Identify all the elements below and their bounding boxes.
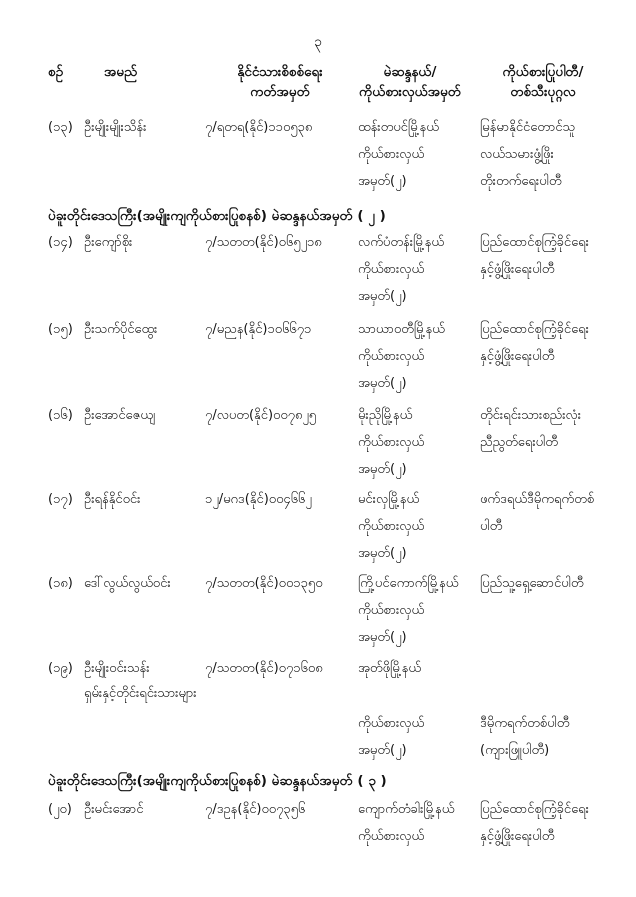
row-constituency [358, 486, 424, 567]
row-party-line: ဒီမိုကရက်တစ်ပါတီ [480, 716, 570, 731]
row-name: ဦးသက်ပိုင်ထွေး [84, 322, 158, 337]
row-nrc: ၇/ရတရ(နိုင်)၁၁၀၅၃၈ [205, 120, 313, 135]
row-sno: (၁၆) [48, 408, 73, 423]
row-nrc: ၇/ဒဥန(နိုင်)၀၀၇၃၅၆ [205, 802, 306, 817]
row-constituency-line: ထန်းတပင်မြို့နယ် [358, 120, 439, 135]
row-name: ဦးရန်နိုင်ဝင်း [84, 492, 141, 507]
header-party [478, 62, 608, 102]
row-party-line: မြန်မာနိုင်ငံတောင်သူ [480, 120, 576, 135]
row-sno: (၁၈) [48, 576, 73, 591]
section-heading: ပဲခူးတိုင်းဒေသကြီး(အမျိုးကျကိုယ်စားပြုစနစ်) မဲဆန္ဒနယ်အမှတ် ( ၂ ) [48, 208, 386, 224]
row-constituency: အုတ်ဖိုမြို့နယ် [358, 661, 421, 676]
row-sno: (၁၉) [48, 661, 73, 676]
row-party-line: (ကျားဖြူပါတီ) [480, 743, 550, 758]
row-party [480, 570, 584, 597]
row-constituency-line: အမှတ်(၂) [358, 289, 407, 304]
row-constituency-line: ကိုယ်စားလှယ် [358, 262, 425, 277]
row-party [480, 402, 581, 456]
row-constituency-line: ကိုယ်စားလှယ် [358, 829, 425, 844]
row-constituency-line: ကြို့ပင်ကောက်မြို့နယ် [358, 576, 459, 591]
row-constituency [358, 402, 424, 483]
row-constituency [358, 114, 439, 195]
row-constituency-line: မိုးညိုမြို့နယ် [358, 408, 413, 423]
row-party-line: နှင့်ဖွံ့ဖြိုးရေးပါတီ [480, 829, 555, 844]
header-nrc-line2: ကတ်အမှတ် [250, 84, 310, 100]
header-constituency-line2: ကိုယ်စားလှယ်အမှတ် [359, 84, 461, 100]
row-party [480, 316, 589, 370]
row-sno: (၁၇) [48, 492, 73, 507]
row-name: ဦးမျိုးဝင်းသန်း [84, 661, 150, 676]
header-nrc-line1: နိုင်ငံသားစိစစ်ရေး [237, 64, 323, 80]
header-nrc [210, 62, 350, 102]
row-constituency-line: ကိုယ်စားလှယ် [358, 519, 425, 534]
row-constituency-line: အမှတ်(၂) [358, 376, 407, 391]
row-constituency-line: အမှတ်(၂) [358, 174, 407, 189]
row-constituency-line: ကိုယ်စားလှယ် [358, 349, 425, 364]
row-constituency-line: အမှတ်(၂) [358, 462, 407, 477]
row-party-line: ပြည်သူ့ရှေ့ဆောင်ပါတီ [480, 576, 584, 591]
row-party-line: ပါတီ [480, 519, 503, 534]
row-party-line: တိုးတက်ရေးပါတီ [480, 174, 562, 189]
row-sno: (၁၅) [48, 322, 73, 337]
row-party-line: ပြည်ထောင်စုကြံ့ခိုင်ရေး [480, 322, 589, 337]
header-party-line1: ကိုယ်စားပြုပါတီ/ [502, 64, 584, 80]
row-constituency-line: မင်းလှမြို့နယ် [358, 492, 420, 507]
row-constituency [358, 710, 424, 764]
row-constituency-line: လက်ပံတန်းမြို့နယ် [358, 235, 444, 250]
row-nrc: ၇/သတတ(နိုင်)၀၆၅၂၁၈ [205, 235, 322, 250]
row-party-line: ညီညွတ်ရေးပါတီ [480, 435, 558, 450]
row-party-line: နှင့်ဖွံ့ဖြိုးရေးပါတီ [480, 349, 555, 364]
row-constituency-line: သာယာဝတီမြို့နယ် [358, 322, 445, 337]
row-party [480, 486, 594, 540]
row-constituency-line: အမှတ်(၂) [358, 743, 407, 758]
header-sno: စဉ် [48, 64, 64, 80]
row-constituency-line: ကျောက်တံခါးမြို့နယ် [358, 802, 455, 817]
row-constituency-line: ကိုယ်စားလှယ် [358, 603, 425, 618]
row-name: ဒေါ်လွယ်လွယ်ဝင်း [84, 576, 171, 591]
row-nrc: ၇/သတတ(နိုင်)၀၇၁၆၀၈ [205, 661, 323, 676]
header-name: အမည် [104, 64, 138, 80]
row-name: ဦးကျော်စိုး [84, 235, 133, 250]
row-name: ဦးအောင်ဇေယျ [84, 408, 156, 423]
row-constituency-line: ကိုယ်စားလှယ် [358, 435, 425, 450]
row-party-line: ပြည်ထောင်စုကြံ့ခိုင်ရေး [480, 235, 589, 250]
row-party [480, 796, 589, 850]
row-party-line: တိုင်းရင်းသားစည်းလုံး [480, 408, 582, 423]
row-party-line: ပြည်ထောင်စုကြံ့ခိုင်ရေး [480, 802, 589, 817]
row-constituency [358, 796, 454, 850]
row-constituency [358, 316, 445, 397]
row-nrc: ၇/လပတ(နိုင်)၀၀၇၈၂၅ [205, 408, 317, 423]
row-party [480, 114, 575, 195]
header-party-line2: တစ်သီးပုဂ္ဂလ [510, 84, 576, 100]
row-nrc: ၇/သတတ(နိုင်)၀၀၁၃၅၀ [205, 576, 323, 591]
row-subtitle-text: ရှမ်းနှင့်တိုင်းရင်းသားများ [84, 686, 197, 701]
header-constituency-line1: မဲဆန္ဒနယ်/ [383, 64, 437, 80]
row-constituency [358, 570, 458, 651]
row-constituency-line: အမှတ်(၂) [358, 630, 407, 645]
page-number: ၃ [314, 34, 322, 50]
row-sno: (၁၄) [48, 235, 73, 250]
row-party [480, 710, 569, 764]
row-party-line: လယ်သမားဖွံ့ဖြိုး [480, 147, 554, 162]
section-heading: ပဲခူးတိုင်းဒေသကြီး(အမျိုးကျကိုယ်စားပြုစနစ်) မဲဆန္ဒနယ်အမှတ် ( ၃ ) [48, 773, 387, 789]
header-constituency [344, 62, 476, 102]
row-nrc: ၇/မညန(နိုင်)၁၀၆၆၇၁ [205, 322, 312, 337]
row-sno: (၂၀) [48, 802, 72, 817]
row-sno: (၁၃) [48, 120, 73, 135]
row-constituency-line: ကိုယ်စားလှယ် [358, 147, 425, 162]
row-party-line: ဖက်ဒရယ်ဒီမိုကရက်တစ် [480, 492, 595, 507]
row-name: ဦးမျိုးမျိုးသိန်း [84, 120, 147, 135]
row-party-line: နှင့်ဖွံ့ဖြိုးရေးပါတီ [480, 262, 555, 277]
row-name: ဦးမင်းအောင် [84, 802, 144, 817]
row-constituency-line: အမှတ်(၂) [358, 546, 407, 561]
row-party [480, 229, 589, 283]
row-constituency [358, 229, 444, 310]
row-constituency-line: ကိုယ်စားလှယ် [358, 716, 425, 731]
row-nrc: ၁၂/မဂဒ(နိုင်)၀၀၄၆၆၂ [205, 492, 312, 507]
